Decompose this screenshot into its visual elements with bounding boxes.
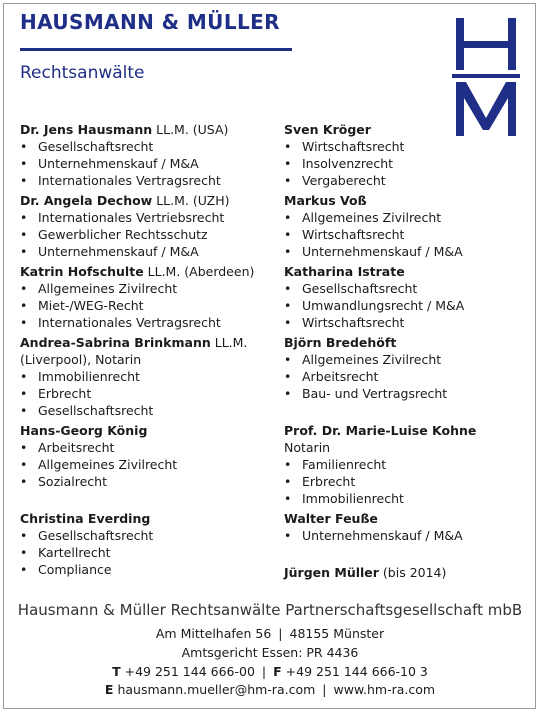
lawyer-title: LL.M. (UZH) xyxy=(152,193,230,208)
lawyer-entry xyxy=(284,121,534,189)
lawyer-entry xyxy=(284,564,534,581)
practice-area: • Vergaberecht xyxy=(284,172,534,189)
firm-subtitle: Rechtsanwälte xyxy=(20,63,145,83)
practice-area: • Unternehmenskauf / M&A xyxy=(284,527,534,544)
practice-area: • Gesellschaftsrecht xyxy=(284,280,534,297)
lawyer-note: (bis 2014) xyxy=(378,565,447,580)
practice-areas xyxy=(284,209,534,260)
lawyer-entry xyxy=(20,422,270,490)
practice-areas xyxy=(20,138,270,189)
practice-area: • Familienrecht xyxy=(284,456,534,473)
practice-area: • Gewerblicher Rechtsschutz xyxy=(20,226,270,243)
practice-area: • Internationales Vertragsrecht xyxy=(20,314,270,331)
practice-area: • Immobilienrecht xyxy=(20,368,270,385)
practice-area: • Arbeitsrecht xyxy=(284,368,534,385)
lawyer-title: LL.M. (Aberdeen) xyxy=(143,264,255,279)
lawyer-entry xyxy=(284,422,534,507)
lawyer-name: Andrea-Sabrina Brinkmann xyxy=(20,335,211,350)
practice-area: • Internationales Vertragsrecht xyxy=(20,172,270,189)
practice-area: • Arbeitsrecht xyxy=(20,439,270,456)
email-label: E xyxy=(104,682,114,697)
practice-area: • Bau- und Vertragsrecht xyxy=(284,385,534,402)
practice-area: • Allgemeines Zivilrecht xyxy=(20,456,270,473)
practice-areas xyxy=(284,138,534,189)
court-registration: Amtsgericht Essen: PR 4436 xyxy=(181,645,359,660)
practice-areas xyxy=(20,368,270,419)
lawyer-name: Björn Bredehöft xyxy=(284,335,397,350)
practice-area: • Insolvenzrecht xyxy=(284,155,534,172)
lawyer-list-right xyxy=(284,121,534,581)
practice-area: • Wirtschaftsrecht xyxy=(284,314,534,331)
practice-area: • Allgemeines Zivilrecht xyxy=(284,351,534,368)
practice-area: • Allgemeines Zivilrecht xyxy=(284,209,534,226)
lawyer-entry xyxy=(284,334,534,402)
practice-area: • Umwandlungsrecht / M&A xyxy=(284,297,534,314)
hm-logo-icon xyxy=(452,18,520,138)
lawyer-entry xyxy=(20,334,270,419)
practice-area: • Unternehmenskauf / M&A xyxy=(284,243,534,260)
practice-areas xyxy=(20,209,270,260)
website-link[interactable]: www.hm-ra.com xyxy=(333,682,436,697)
practice-area: • Wirtschaftsrecht xyxy=(284,226,534,243)
lawyer-entry xyxy=(20,192,270,260)
lawyer-list-left xyxy=(20,121,270,578)
address-street: Am Mittelhafen 56 xyxy=(155,626,272,641)
lawyer-name: Hans-Georg König xyxy=(20,423,148,438)
practice-areas xyxy=(20,439,270,490)
practice-area: • Erbrecht xyxy=(20,385,270,402)
phone-number[interactable]: +49 251 144 666-00 xyxy=(124,664,255,679)
practice-area: • Unternehmenskauf / M&A xyxy=(20,155,270,172)
practice-area: • Unternehmenskauf / M&A xyxy=(20,243,270,260)
lawyer-entry xyxy=(284,192,534,260)
lawyer-name: Katharina Istrate xyxy=(284,264,405,279)
lawyer-credentials: Notarin xyxy=(284,440,331,455)
practice-area: • Gesellschaftsrecht xyxy=(20,402,270,419)
practice-area: • Miet-/WEG-Recht xyxy=(20,297,270,314)
email-web-line: E hausmann.mueller@hm-ra.com | www.hm-ra.com xyxy=(104,682,436,697)
lawyer-name: Walter Feuße xyxy=(284,511,378,526)
lawyer-name: Christina Everding xyxy=(20,511,151,526)
lawyer-entry xyxy=(284,510,534,544)
phone-fax-line: T +49 251 144 666-00 | F +49 251 144 666-10 3 xyxy=(112,664,428,679)
lawyer-entry xyxy=(20,263,270,331)
lawyer-name: Dr. Jens Hausmann xyxy=(20,122,153,137)
practice-area: • Gesellschaftsrecht xyxy=(20,138,270,155)
practice-area: • Erbrecht xyxy=(284,473,534,490)
lawyer-entry xyxy=(20,510,270,578)
practice-area: • Gesellschaftsrecht xyxy=(20,527,270,544)
practice-areas xyxy=(20,527,270,578)
address-city: 48155 Münster xyxy=(289,626,385,641)
firm-address: Am Mittelhafen 56 | 48155 Münster xyxy=(155,626,385,641)
lawyer-title: LL.M. (USA) xyxy=(152,122,229,137)
lawyer-credentials: (Liverpool), Notarin xyxy=(20,352,142,367)
lawyer-name: Prof. Dr. Marie-Luise Kohne xyxy=(284,423,477,438)
firm-wordmark: HAUSMANN & MÜLLER xyxy=(20,10,280,34)
lawyer-name: Dr. Angela Dechow xyxy=(20,193,153,208)
firm-legal-name: Hausmann & Müller Rechtsanwälte Partnerschaftsgesellschaft mbB xyxy=(17,601,523,619)
lawyer-name: Jürgen Müller xyxy=(284,565,379,580)
lawyer-title: LL.M. xyxy=(210,335,248,350)
fax-number: +49 251 144 666-10 3 xyxy=(285,664,428,679)
practice-area: • Allgemeines Zivilrecht xyxy=(20,280,270,297)
practice-areas xyxy=(284,527,534,544)
email-link[interactable]: hausmann.mueller@hm-ra.com xyxy=(117,682,316,697)
lawyer-entry xyxy=(20,121,270,189)
lawyer-name: Markus Voß xyxy=(284,193,367,208)
practice-area: • Internationales Vertriebsrecht xyxy=(20,209,270,226)
practice-areas xyxy=(284,280,534,331)
practice-area: • Compliance xyxy=(20,561,270,578)
wordmark-underline xyxy=(20,48,292,51)
lawyer-name: Katrin Hofschulte xyxy=(20,264,144,279)
practice-areas xyxy=(284,351,534,402)
practice-area: • Wirtschaftsrecht xyxy=(284,138,534,155)
fax-label: F xyxy=(273,664,282,679)
practice-areas xyxy=(20,280,270,331)
phone-label: T xyxy=(112,664,121,679)
lawyer-entry xyxy=(284,263,534,331)
lawyer-name: Sven Kröger xyxy=(284,122,371,137)
practice-area: • Immobilienrecht xyxy=(284,490,534,507)
practice-area: • Kartellrecht xyxy=(20,544,270,561)
practice-areas xyxy=(284,456,534,507)
practice-area: • Sozialrecht xyxy=(20,473,270,490)
